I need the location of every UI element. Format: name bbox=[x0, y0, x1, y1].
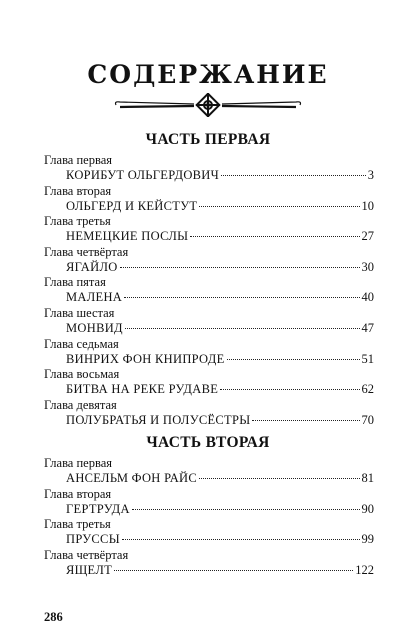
chapter-label: Глава вторая bbox=[44, 486, 112, 501]
toc-entry[interactable] bbox=[66, 382, 374, 396]
chapter-page-number: 30 bbox=[361, 259, 374, 274]
chapter-label: Глава четвёртая bbox=[44, 244, 129, 259]
decorative-divider-ornament-icon bbox=[112, 93, 304, 117]
dot-leader bbox=[125, 328, 360, 329]
chapter-page-number: 70 bbox=[361, 412, 374, 427]
dot-leader bbox=[120, 267, 360, 268]
dot-leader bbox=[124, 297, 359, 298]
chapter-title: АНСЕЛЬМ ФОН РАЙС bbox=[66, 471, 198, 485]
toc-entry[interactable] bbox=[66, 352, 374, 366]
chapter-title: ГЕРТРУДА bbox=[66, 501, 130, 516]
dot-leader bbox=[199, 206, 359, 207]
chapter-title: МОНВИД bbox=[66, 321, 123, 335]
chapter-title: КОРИБУТ ОЛЬГЕРДОВИЧ bbox=[66, 168, 220, 182]
part-title: ЧАСТЬ ПЕРВАЯ bbox=[145, 131, 271, 148]
chapter-label: Глава первая bbox=[44, 456, 113, 470]
toc-entry[interactable] bbox=[66, 471, 374, 485]
part-title: ЧАСТЬ ВТОРАЯ bbox=[146, 434, 270, 451]
chapter-label: Глава вторая bbox=[44, 183, 112, 198]
dot-leader bbox=[190, 236, 359, 237]
chapter-label: Глава третья bbox=[44, 517, 111, 532]
chapter-title: ОЛЬГЕРД И КЕЙСТУТ bbox=[66, 198, 198, 213]
page-number: 286 bbox=[44, 610, 63, 624]
chapter-title: ПРУССЫ bbox=[66, 532, 120, 547]
chapter-page-number: 62 bbox=[361, 382, 374, 397]
chapter-page-number: 51 bbox=[361, 351, 374, 366]
chapter-label: Глава восьмая bbox=[44, 367, 120, 382]
chapter-page-number: 40 bbox=[361, 290, 374, 305]
chapter-title: ЯГАЙЛО bbox=[66, 259, 118, 274]
chapter-label: Глава седьмая bbox=[44, 336, 119, 351]
chapter-page-number: 3 bbox=[367, 168, 374, 182]
dot-leader bbox=[227, 359, 360, 360]
toc-entry[interactable] bbox=[66, 168, 374, 182]
chapter-title: НЕМЕЦКИЕ ПОСЛЫ bbox=[66, 229, 189, 244]
chapter-page-number: 10 bbox=[361, 198, 374, 213]
toc-entry[interactable] bbox=[66, 413, 374, 427]
chapter-page-number: 47 bbox=[361, 321, 374, 335]
toc-entry[interactable] bbox=[66, 199, 374, 213]
chapter-page-number: 27 bbox=[361, 229, 374, 244]
toc-entry[interactable] bbox=[66, 563, 374, 577]
chapter-label: Глава первая bbox=[44, 153, 113, 167]
dot-leader bbox=[252, 420, 359, 421]
dot-leader bbox=[122, 539, 360, 540]
toc-entry[interactable] bbox=[66, 290, 374, 304]
chapter-label: Глава четвёртая bbox=[44, 547, 129, 562]
chapter-label: Глава пятая bbox=[44, 275, 106, 290]
page-title: СОДЕРЖАНИЕ bbox=[87, 60, 329, 89]
chapter-page-number: 81 bbox=[361, 471, 374, 485]
chapter-title: ПОЛУБРАТЬЯ И ПОЛУСЁСТРЫ bbox=[66, 412, 251, 427]
dot-leader bbox=[221, 175, 366, 176]
dot-leader bbox=[199, 478, 359, 479]
toc-entry[interactable] bbox=[66, 229, 374, 243]
toc-entry[interactable] bbox=[66, 502, 374, 516]
dot-leader bbox=[132, 509, 360, 510]
chapter-label: Глава шестая bbox=[44, 306, 115, 320]
toc-entry[interactable] bbox=[66, 532, 374, 546]
toc-entry[interactable] bbox=[66, 260, 374, 274]
chapter-title: БИТВА НА РЕКЕ РУДАВЕ bbox=[66, 382, 219, 397]
chapter-title: ЯЩЕЛТ bbox=[66, 562, 113, 577]
chapter-label: Глава третья bbox=[44, 214, 111, 229]
chapter-title: МАЛЕНА bbox=[66, 290, 123, 305]
chapter-page-number: 90 bbox=[361, 501, 374, 516]
dot-leader bbox=[220, 389, 359, 390]
chapter-page-number: 99 bbox=[361, 532, 374, 547]
chapter-title: ВИНРИХ ФОН КНИПРОДЕ bbox=[66, 351, 225, 366]
chapter-label: Глава девятая bbox=[44, 397, 117, 412]
dot-leader bbox=[114, 570, 353, 571]
toc-entry[interactable] bbox=[66, 321, 374, 335]
chapter-page-number: 122 bbox=[355, 562, 374, 577]
